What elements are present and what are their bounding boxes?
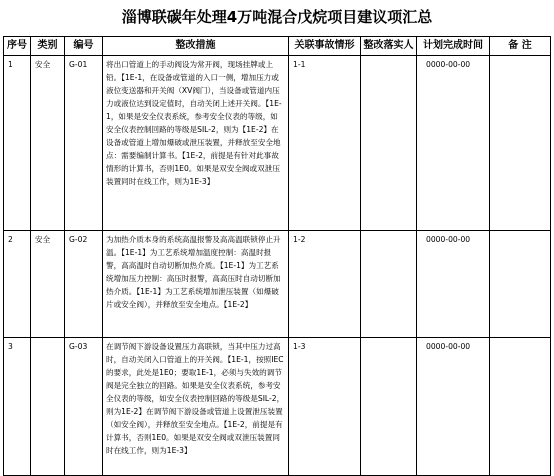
header-owner: 整改落实人 <box>361 37 417 56</box>
cell-owner <box>361 231 416 233</box>
cell-due: 0000-00-00 <box>426 235 471 244</box>
cell-measures: 将出口管道上的手动阀设为常开阀，现场挂牌或上铅。【1E-1，在设备或管道的入口一侧，增加压力或液位变送器和开关阀（XV阀门），当设备或管道内压力或液位达到设定值时，自动关闭上述开关阀。【1E-1，如果是安全仪表系统，参考安全仪表的等级，如安全仪表控制回路的等级是SIL-2，则为【1E-2】在设备或管道上增加爆破或泄压装置，并释放至安全地点：需要编制计算书。【1E-2，前提是有针对此事故情形的计算书，否则1E0。如果是双安全阀或双泄压装置同时在线工作，则为1E-3】 <box>106 60 282 186</box>
cell-category <box>31 338 64 340</box>
cell-category: 安全 <box>35 235 51 244</box>
cell-code: G-03 <box>69 342 88 351</box>
cell-no: 3 <box>8 342 13 351</box>
table-header-row <box>4 37 551 56</box>
cell-due: 0000-00-00 <box>426 342 471 351</box>
cell-remarks <box>490 56 550 58</box>
cell-measures: 为加热介质本身的系统高温报警及高高温联锁停止升温。【1E-1】为工艺系统增加温度控制：高温时报警，高高温时自动切断加热介质。【1E-1】为工艺系统增加压力控制：高压时报警，高高压时自动切断加热介质。【1E-1】为工艺系统增加泄压装置（如爆破片或安全阀），并释放至安全地点。【1E-2】 <box>106 235 281 309</box>
header-no: 序号 <box>4 37 31 56</box>
cell-scenario: 1-1 <box>293 60 306 69</box>
cell-category: 安全 <box>35 60 51 69</box>
cell-owner <box>361 56 416 58</box>
cell-remarks <box>490 231 550 233</box>
table-row <box>4 56 551 231</box>
cell-no: 1 <box>8 60 13 69</box>
cell-code: G-01 <box>69 60 88 69</box>
cell-scenario: 1-2 <box>293 235 306 244</box>
table-row <box>4 231 551 338</box>
document-title: 淄博联碳年处理4万吨混合戊烷项目建议项汇总 <box>121 8 433 26</box>
cell-no: 2 <box>8 235 13 244</box>
suggestion-table <box>3 36 551 476</box>
cell-code: G-02 <box>69 235 88 244</box>
cell-due: 0000-00-00 <box>426 60 471 69</box>
header-due: 计划完成时间 <box>417 37 490 56</box>
header-scenario: 关联事故情形 <box>289 37 361 56</box>
cell-measures: 在调节阀下游设备设置压力高联锁，当其中压力过高时，自动关闭入口管道上的开关阀。【1E-1，按照IEC的要求，此处是1E0；要取1E-1，必须与失效的调节阀是完全独立的回路。如果是安全仪表系统，参考安全仪表的等级，如安全仪表控制回路的等级是SIL-2，则为1E-2】在调节阀下游设备或管道上设置泄压装置（如安全阀），并释放至安全地点。【1E-2，前提是有计算书，否则1E0。如果是双安全阀或双泄压装置同时在线工作，则为1E-3】 <box>106 342 285 455</box>
cell-owner <box>361 338 416 340</box>
header-measures: 整改措施 <box>103 37 289 56</box>
cell-scenario: 1-3 <box>293 342 306 351</box>
header-remarks: 备 注 <box>490 37 551 56</box>
header-category: 类别 <box>31 37 65 56</box>
cell-remarks <box>490 338 550 340</box>
header-code: 编号 <box>65 37 103 56</box>
table-row <box>4 338 551 476</box>
